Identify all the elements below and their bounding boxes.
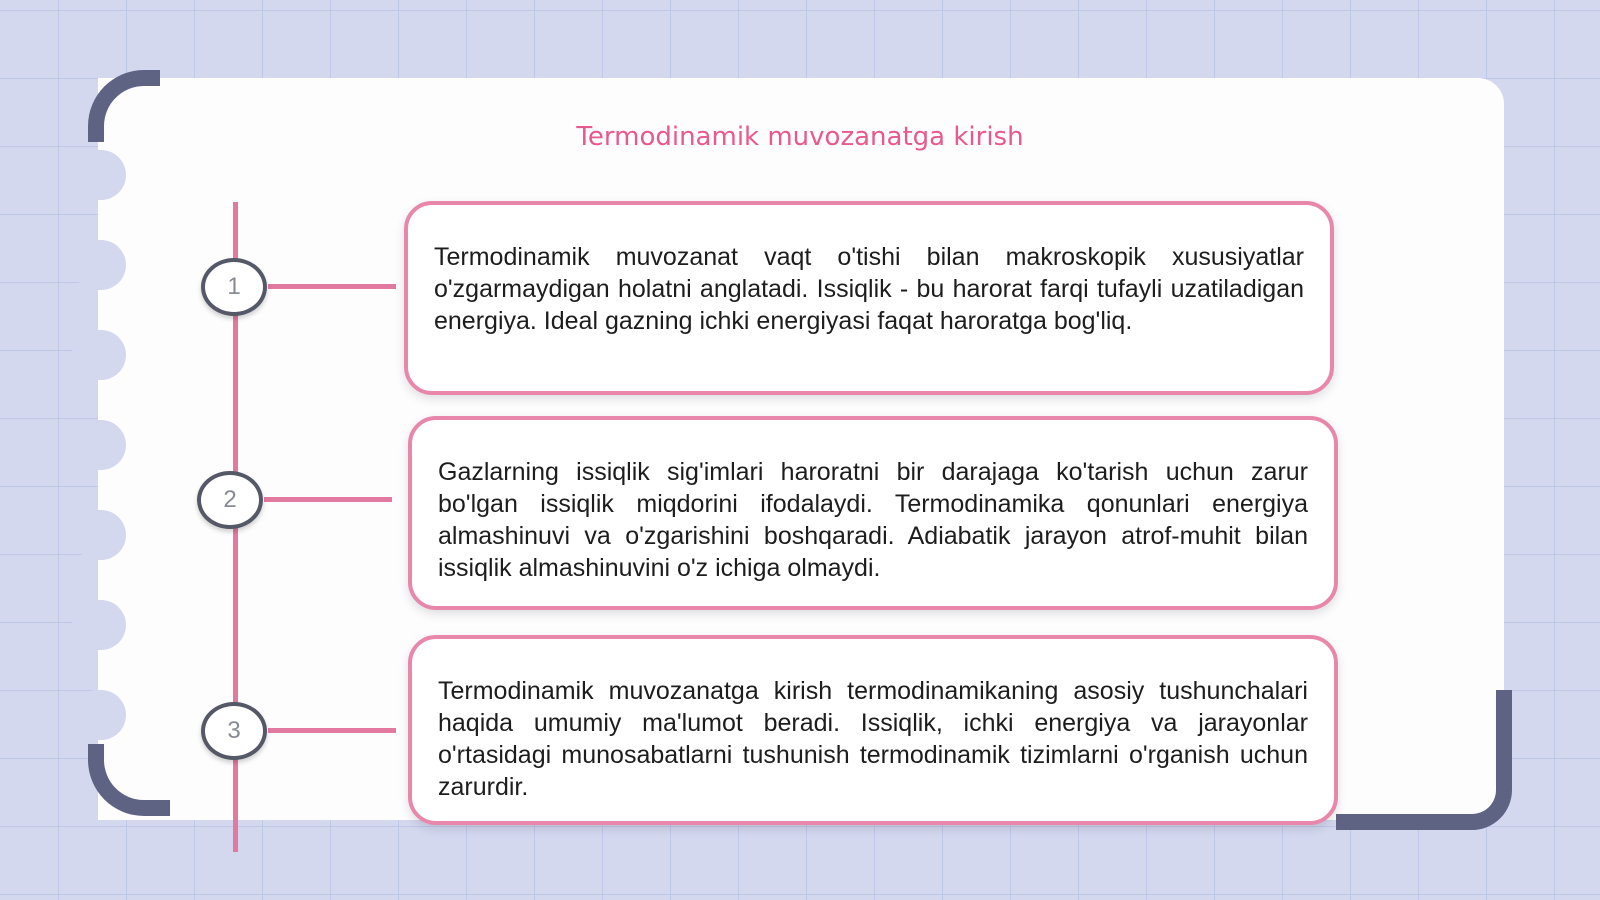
- timeline-connector: [264, 497, 392, 502]
- frame-corner-bottom-right: [1336, 690, 1512, 830]
- timeline-connector: [268, 728, 396, 733]
- timeline-card-text: Termodinamik muvozanat vaqt o'tishi bilan makroskopik xususiyatlar o'zgarmaydigan holatni anglatadi. Issiqlik - bu harorat farqi tufayli uzatiladigan energiya. Ideal gazning ichki energiyasi faqat haroratga bog'liq.: [434, 243, 1304, 335]
- paper-edge-scallop: [72, 150, 126, 200]
- paper-edge-scallop: [72, 330, 126, 380]
- paper-edge-scallop: [72, 240, 126, 290]
- timeline-card-2: [408, 416, 1338, 610]
- slide-title: Termodinamik muvozanatga kirish: [576, 122, 1024, 152]
- paper-edge-scallop: [72, 420, 126, 470]
- timeline-node-2: 2: [197, 471, 263, 529]
- timeline-card-text: Termodinamik muvozanatga kirish termodinamikaning asosiy tushunchalari haqida umumiy ma'lumot beradi. Issiqlik, ichki energiya va jarayonlar o'rtasidagi munosabatlarni tushunish termodinamik tizimlarni o'rganish uchun zarurdir.: [438, 677, 1308, 801]
- timeline-node-3: 3: [201, 702, 267, 760]
- timeline-card-text: Gazlarning issiqlik sig'imlari haroratni bir darajaga ko'tarish uchun zarur bo'lgan issiqlik miqdorini ifodalaydi. Termodinamika qonunlari energiya almashinuvi va o'zgarishini boshqaradi. Adiabatik jarayon atrof-muhit bilan issiqlik almashinuvini o'z ichiga olmaydi.: [438, 458, 1308, 582]
- timeline-card-1: [404, 201, 1334, 395]
- timeline-card-3: [408, 635, 1338, 825]
- paper-edge-scallop: [72, 600, 126, 650]
- paper-edge-scallop: [72, 510, 126, 560]
- paper-edge-scallop: [72, 690, 126, 740]
- timeline-connector: [268, 284, 396, 289]
- timeline-node-1: 1: [201, 258, 267, 316]
